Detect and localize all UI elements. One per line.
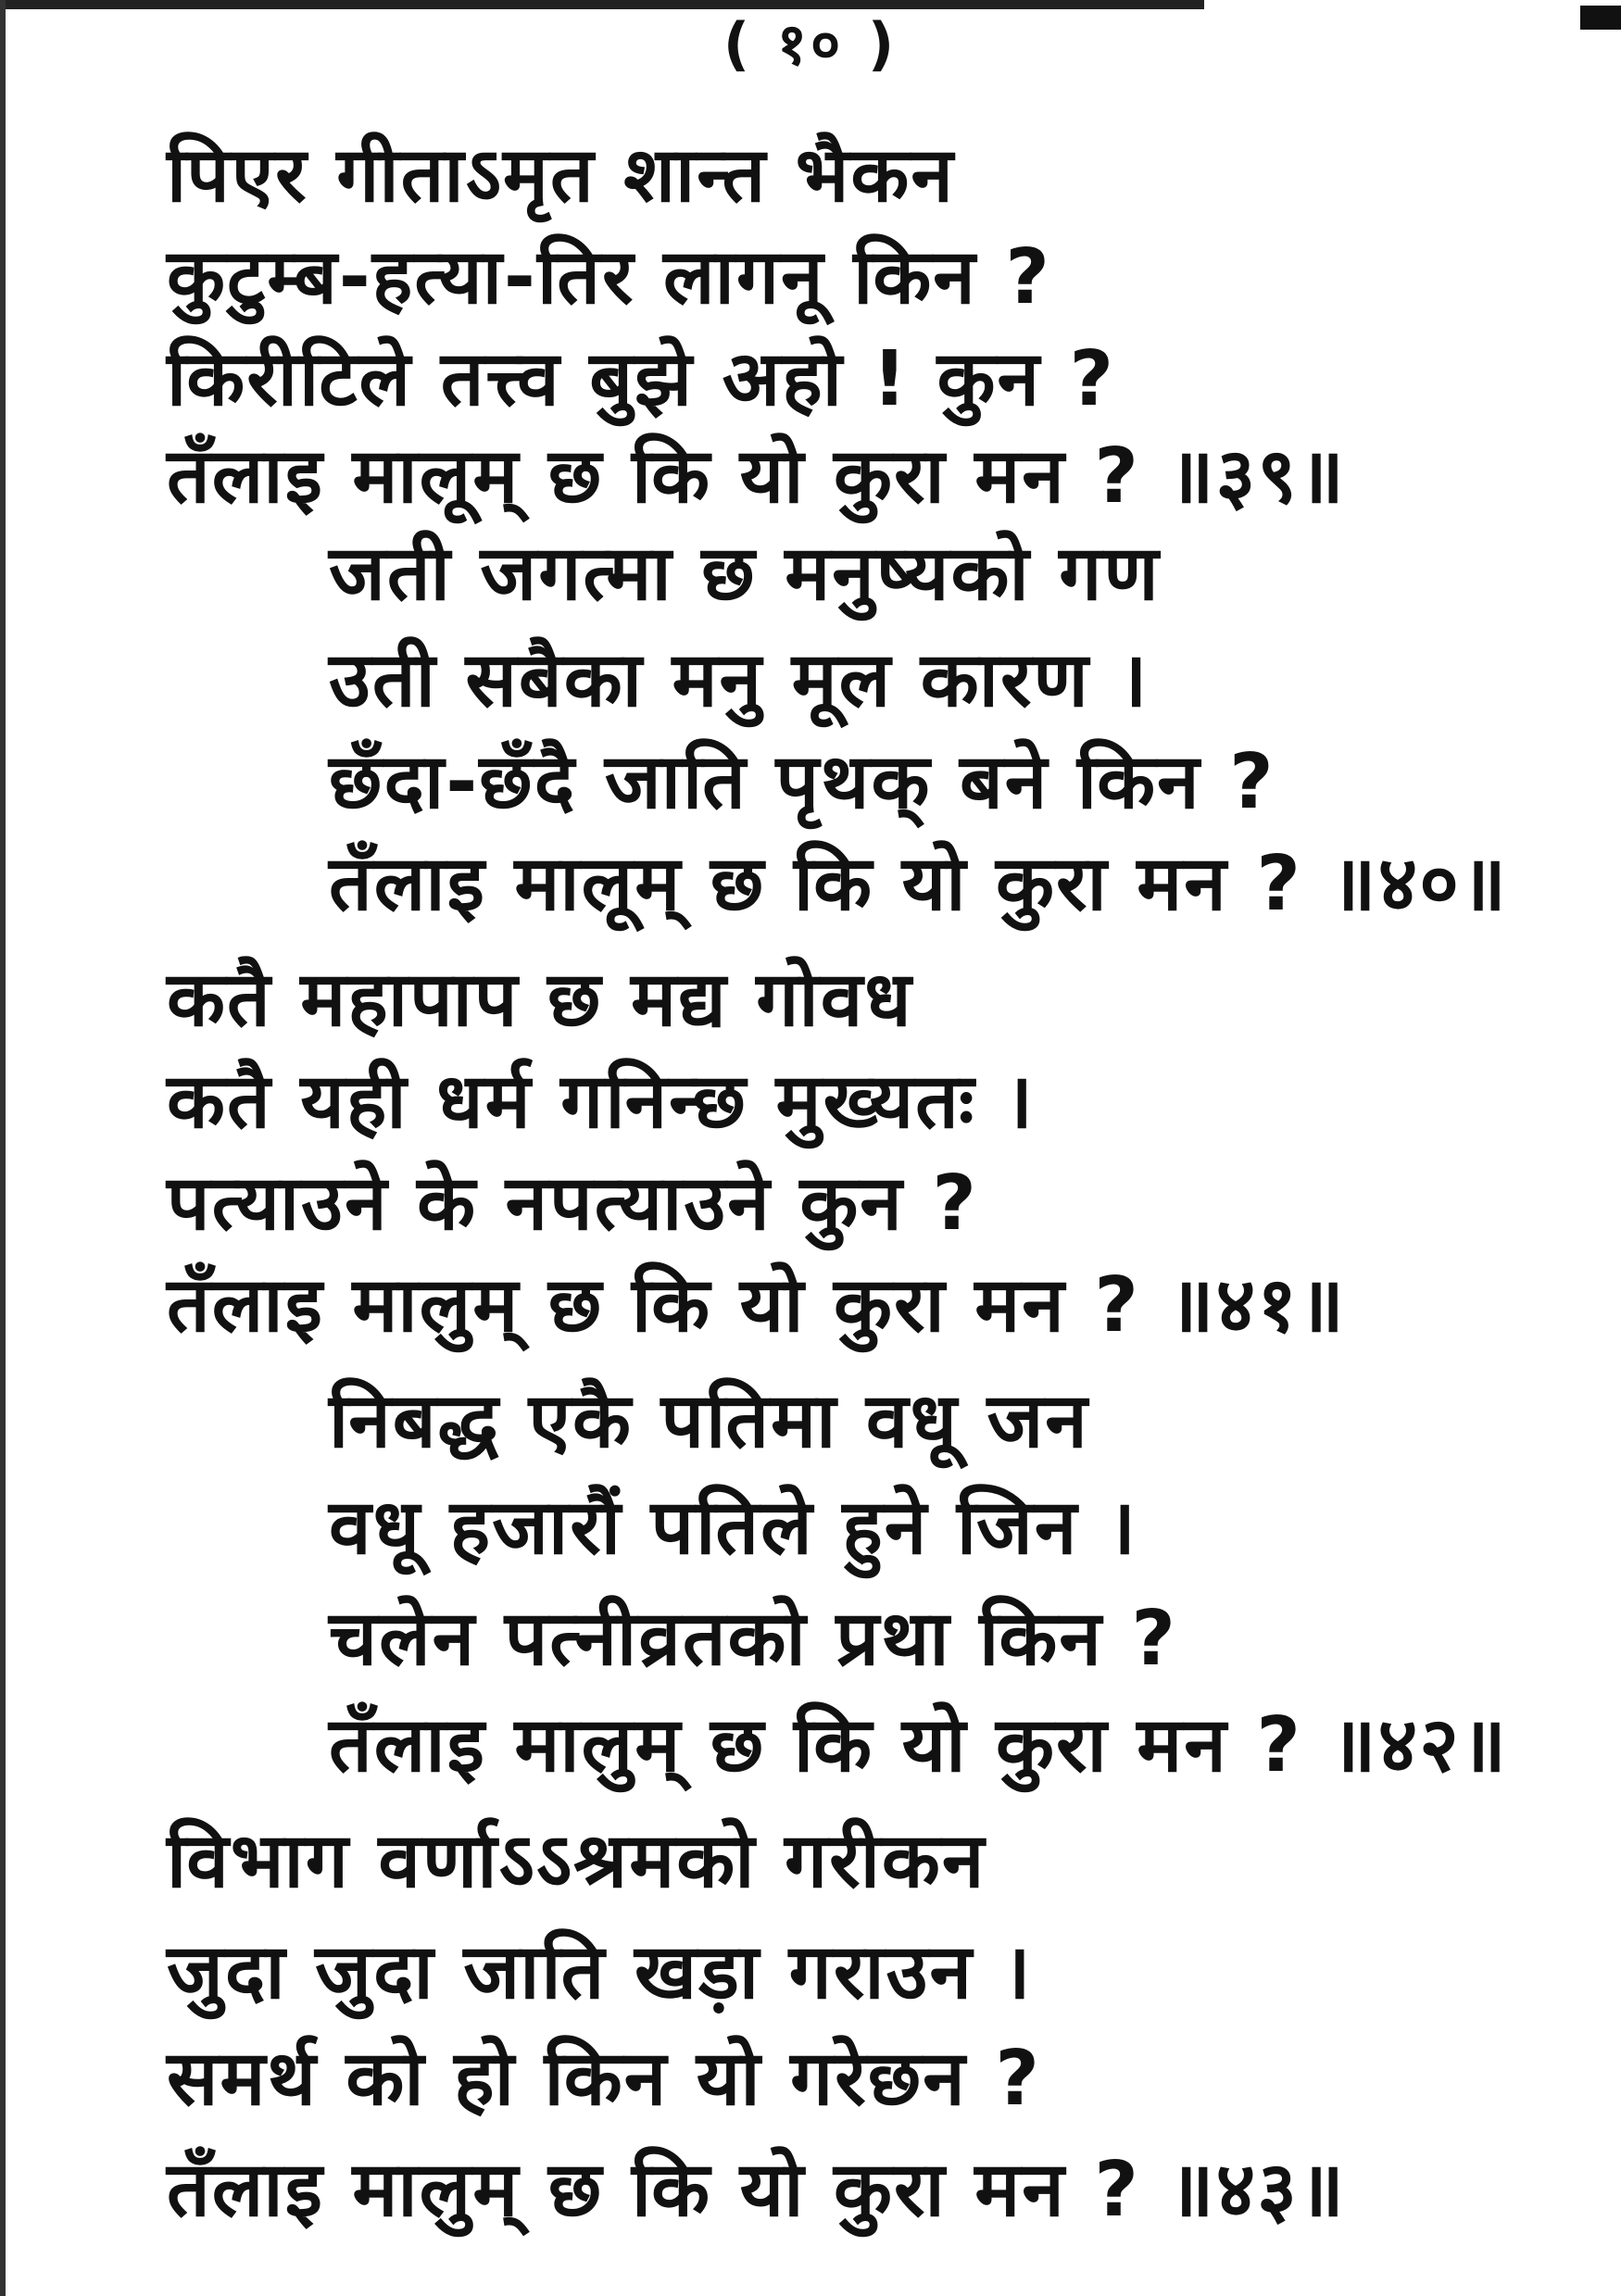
verse-41-line-4: तँलाइ मालुम् छ कि यो कुरा मन ? ॥४१॥	[167, 1261, 1346, 1349]
verse-39-line-3: किरीटिले तत्त्व बुझे अहो ! कुन ?	[167, 335, 1116, 423]
verse-40-line-4: तँलाइ मालूम् छ कि यो कुरा मन ? ॥४०॥	[329, 840, 1508, 928]
verse-42-line-1: निबद्ध एकै पतिमा वधू जन	[329, 1377, 1089, 1465]
verse-40-line-2: उती सबैका मनु मूल कारण ।	[329, 636, 1150, 724]
verse-40-line-3: छँदा-छँदै जाति पृथक् बने किन ?	[329, 738, 1275, 826]
verse-41-line-2: कतै यही धर्म गनिन्छ मुख्यतः ।	[167, 1058, 1036, 1146]
verse-42-line-4: तँलाइ मालुम् छ कि यो कुरा मन ? ॥४२॥	[329, 1701, 1508, 1789]
verse-39-line-1: पिएर गीताऽमृत शान्त भैकन	[167, 132, 955, 220]
verse-43-line-2: जुदा जुदा जाति खड़ा गराउन ।	[167, 1928, 1033, 2016]
verse-40-line-1: जती जगत्मा छ मनुष्यको गण	[329, 530, 1161, 618]
page-number: ( १० )	[723, 10, 898, 78]
verse-42-line-2: वधू हजारौं पतिले हुने जिन ।	[329, 1484, 1138, 1572]
verse-41-line-3: पत्याउने के नपत्याउने कुन ?	[167, 1160, 978, 1248]
verse-39-line-4: तँलाइ मालूम् छ कि यो कुरा मन ? ॥३९॥	[167, 433, 1346, 521]
scan-left-edge	[0, 0, 6, 2296]
verse-39-line-2: कुटुम्ब-हत्या-तिर लागनू किन ?	[167, 233, 1051, 321]
verse-43-line-1: विभाग वर्णाऽऽश्रमको गरीकन	[167, 1817, 986, 1905]
verse-41-line-1: कतै महापाप छ मद्य गोवध	[167, 956, 913, 1044]
verse-42-line-3: चलेन पत्नीव्रतको प्रथा किन ?	[329, 1595, 1177, 1683]
verse-43-line-3: समर्थ को हो किन यो गरेछन ?	[167, 2035, 1041, 2123]
verse-43-line-4: तँलाइ मालुम् छ कि यो कुरा मन ? ॥४३॥	[167, 2146, 1346, 2234]
